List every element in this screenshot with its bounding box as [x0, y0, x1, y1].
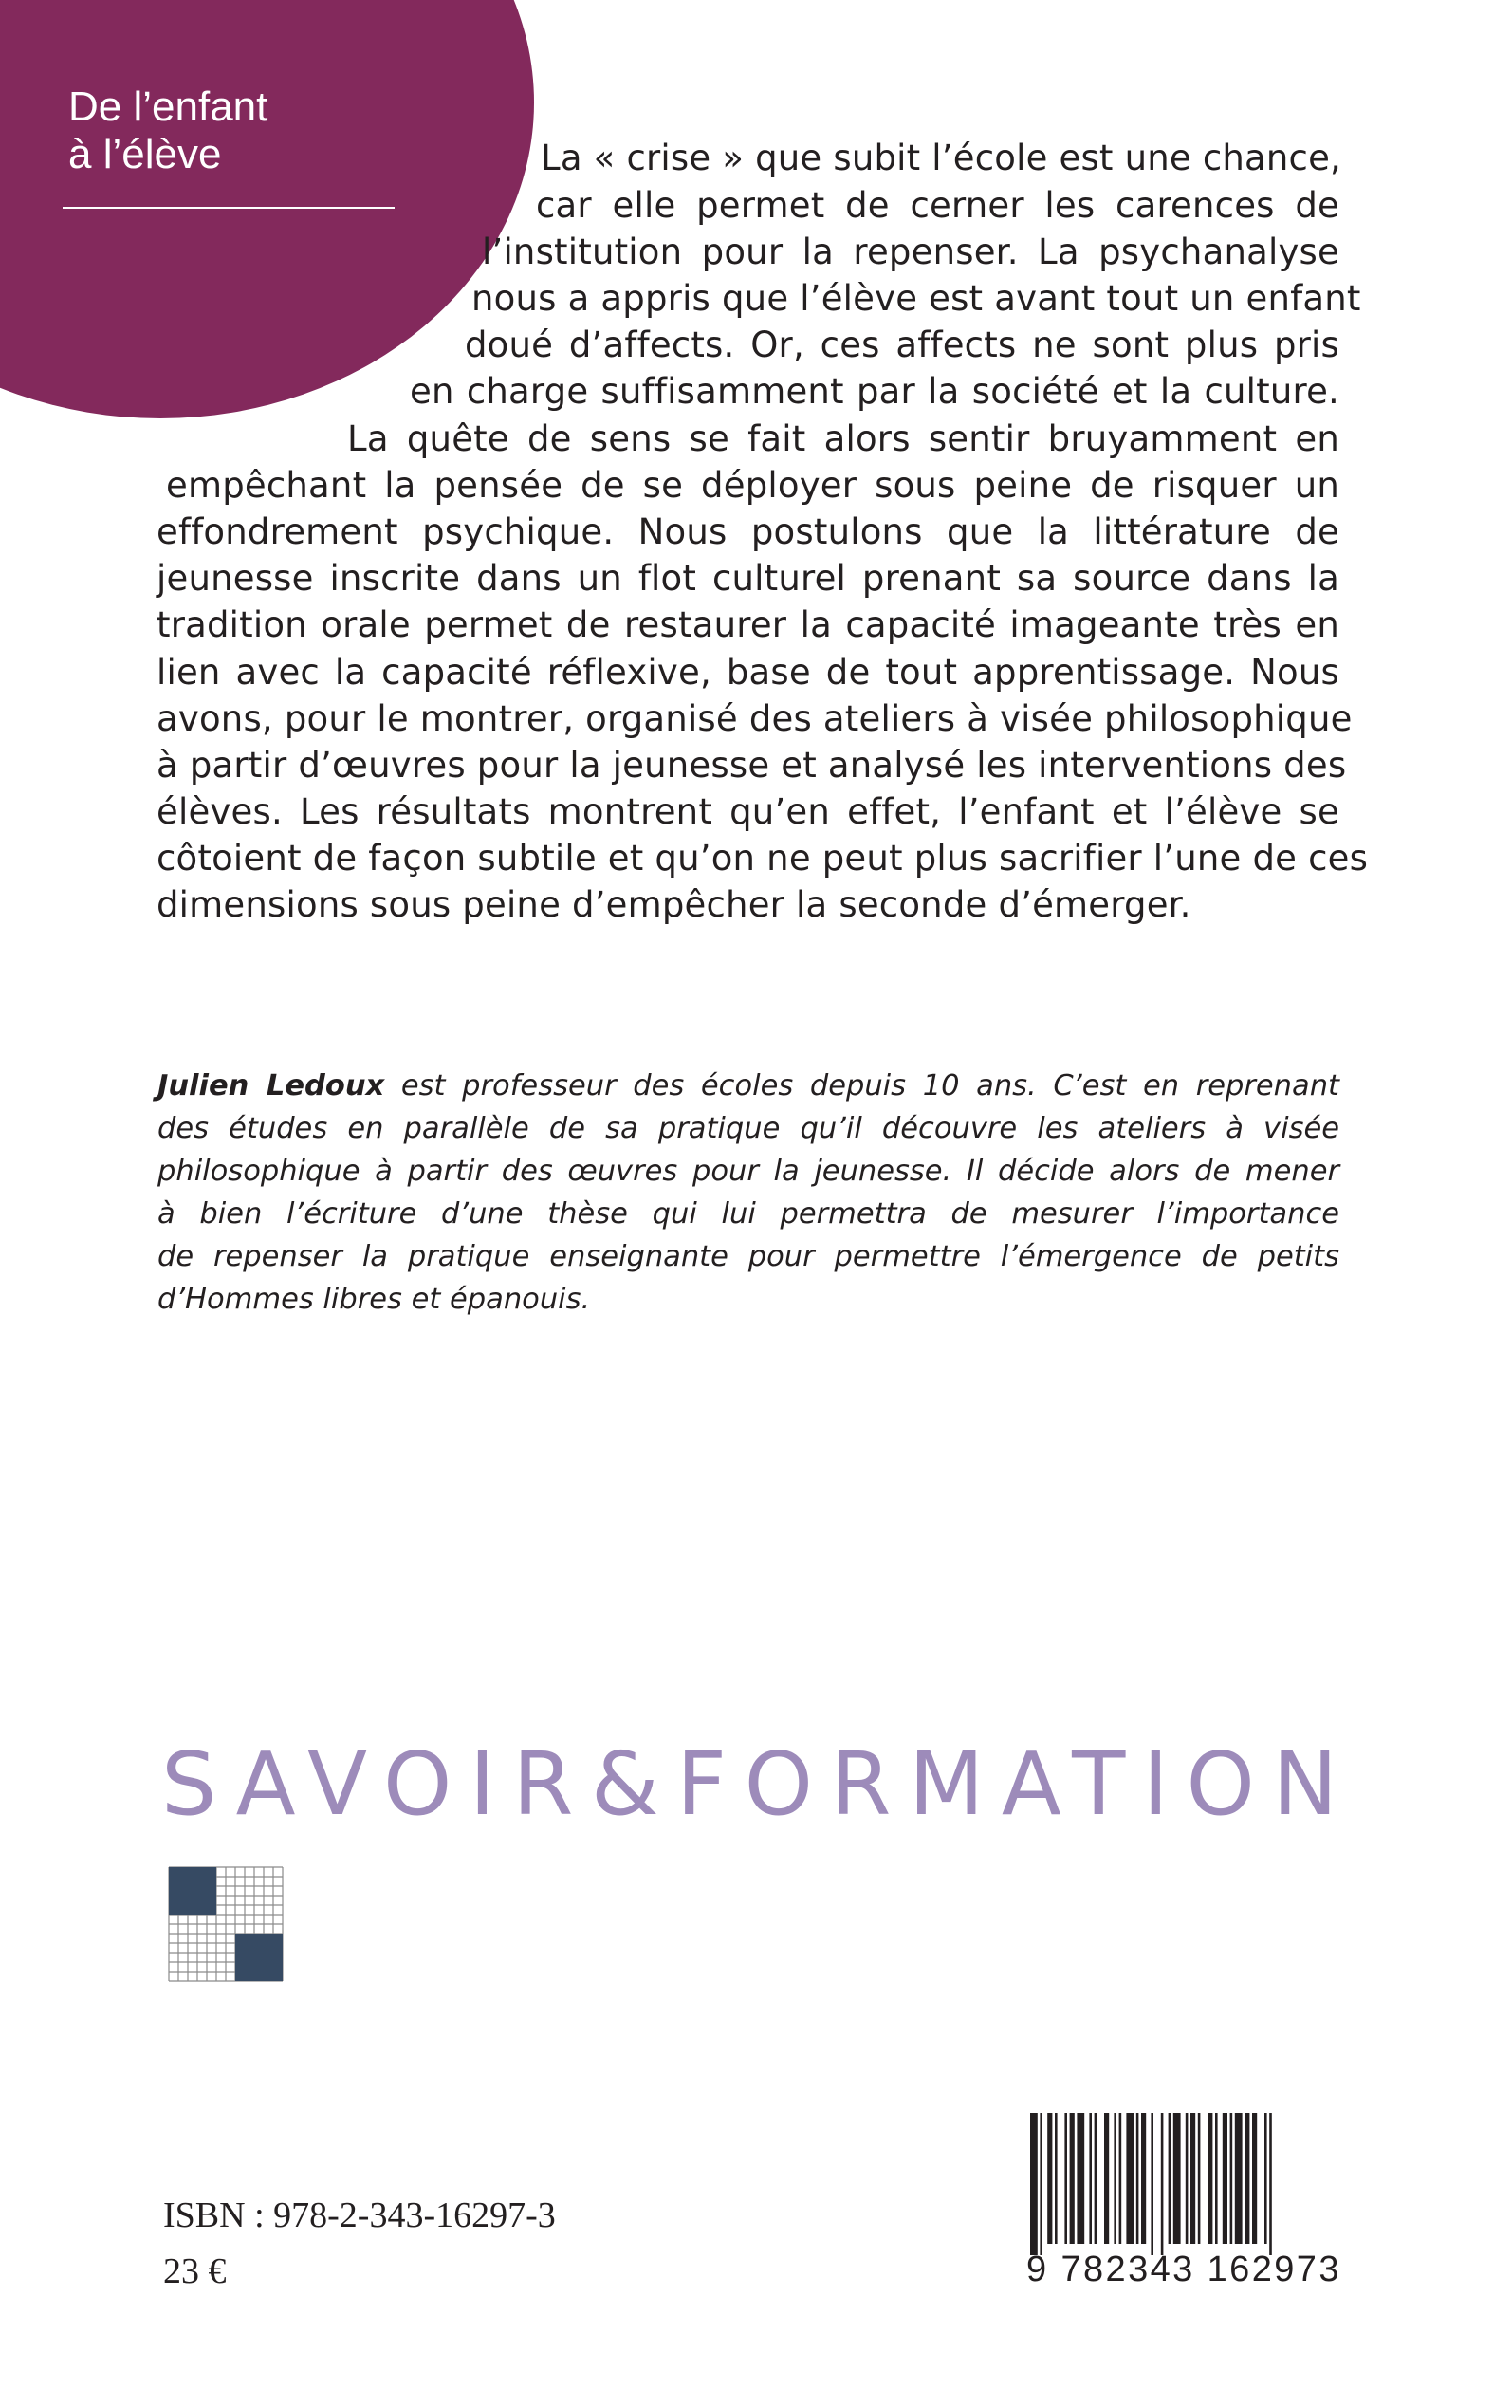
barcode-digits: 9 782343 162973 — [1026, 2250, 1341, 2289]
bio-line: de repenser la pratique enseignante pour permettre l’émergence de petits — [157, 1240, 1339, 1273]
price: 23 € — [163, 2251, 227, 2291]
title-line-1: De l’enfant — [68, 83, 268, 130]
bio-line: des études en parallèle de sa pratique qu’il découvre les ateliers à visée — [157, 1112, 1339, 1145]
bio-line-1-text: est professeur des écoles depuis 10 ans. C’est en reprenant — [384, 1069, 1339, 1102]
title-disc — [0, 0, 534, 418]
summary-line: lien avec la capacité réflexive, base de tout apprentissage. Nous — [157, 652, 1339, 693]
summary-line: La quête de sens se fait alors sentir bruyamment en — [347, 418, 1339, 459]
summary-line: en charge suffisamment par la société et la culture. — [410, 371, 1339, 412]
bio-line: d’Hommes libres et épanouis. — [157, 1283, 591, 1316]
bio-line: philosophique à partir des œuvres pour la jeunesse. Il décide alors de mener — [157, 1155, 1339, 1188]
isbn: ISBN : 978-2-343-16297-3 — [163, 2195, 556, 2235]
title-rule — [63, 207, 395, 209]
summary-line: La « crise » que subit l’école est une chance, — [541, 138, 1342, 178]
grid-logo-icon — [165, 1865, 290, 1983]
summary-line: empêchant la pensée de se déployer sous peine de risquer un — [166, 465, 1339, 506]
summary-line: jeunesse inscrite dans un flot culturel prenant sa source dans la — [157, 558, 1339, 599]
summary-line: car elle permet de cerner les carences de — [536, 185, 1339, 226]
summary-line: avons, pour le montrer, organisé des ateliers à visée philosophique — [157, 698, 1353, 739]
title-line-2: à l’élève — [68, 131, 222, 177]
collection-name: SAVOIR&FORMATION — [161, 1733, 1355, 1835]
summary-line: l’institution pour la repenser. La psychanalyse — [482, 232, 1339, 272]
summary-line: élèves. Les résultats montrent qu’en effet, l’enfant et l’élève se — [157, 791, 1339, 832]
summary-line: doué d’affects. Or, ces affects ne sont plus pris — [465, 324, 1339, 365]
author-name: Julien Ledoux — [157, 1069, 385, 1102]
summary-line: effondrement psychique. Nous postulons que la littérature de — [157, 511, 1339, 552]
summary-line: côtoient de façon subtile et qu’on ne peut plus sacrifier l’une de ces — [157, 838, 1369, 879]
bio-line: à bien l’écriture d’une thèse qui lui permettra de mesurer l’importance — [157, 1197, 1339, 1231]
title — [68, 83, 400, 178]
summary-line: dimensions sous peine d’empêcher la seconde d’émerger. — [157, 884, 1191, 925]
summary-line: tradition orale permet de restaurer la capacité imageante très en — [157, 604, 1339, 645]
summary-line: nous a appris que l’élève est avant tout un enfant — [471, 278, 1361, 319]
bio-line — [157, 1065, 1339, 1107]
barcode-icon — [1024, 2113, 1337, 2255]
author-bio — [157, 1065, 1339, 1321]
summary-line: à partir d’œuvres pour la jeunesse et analysé les interventions des — [157, 745, 1347, 786]
